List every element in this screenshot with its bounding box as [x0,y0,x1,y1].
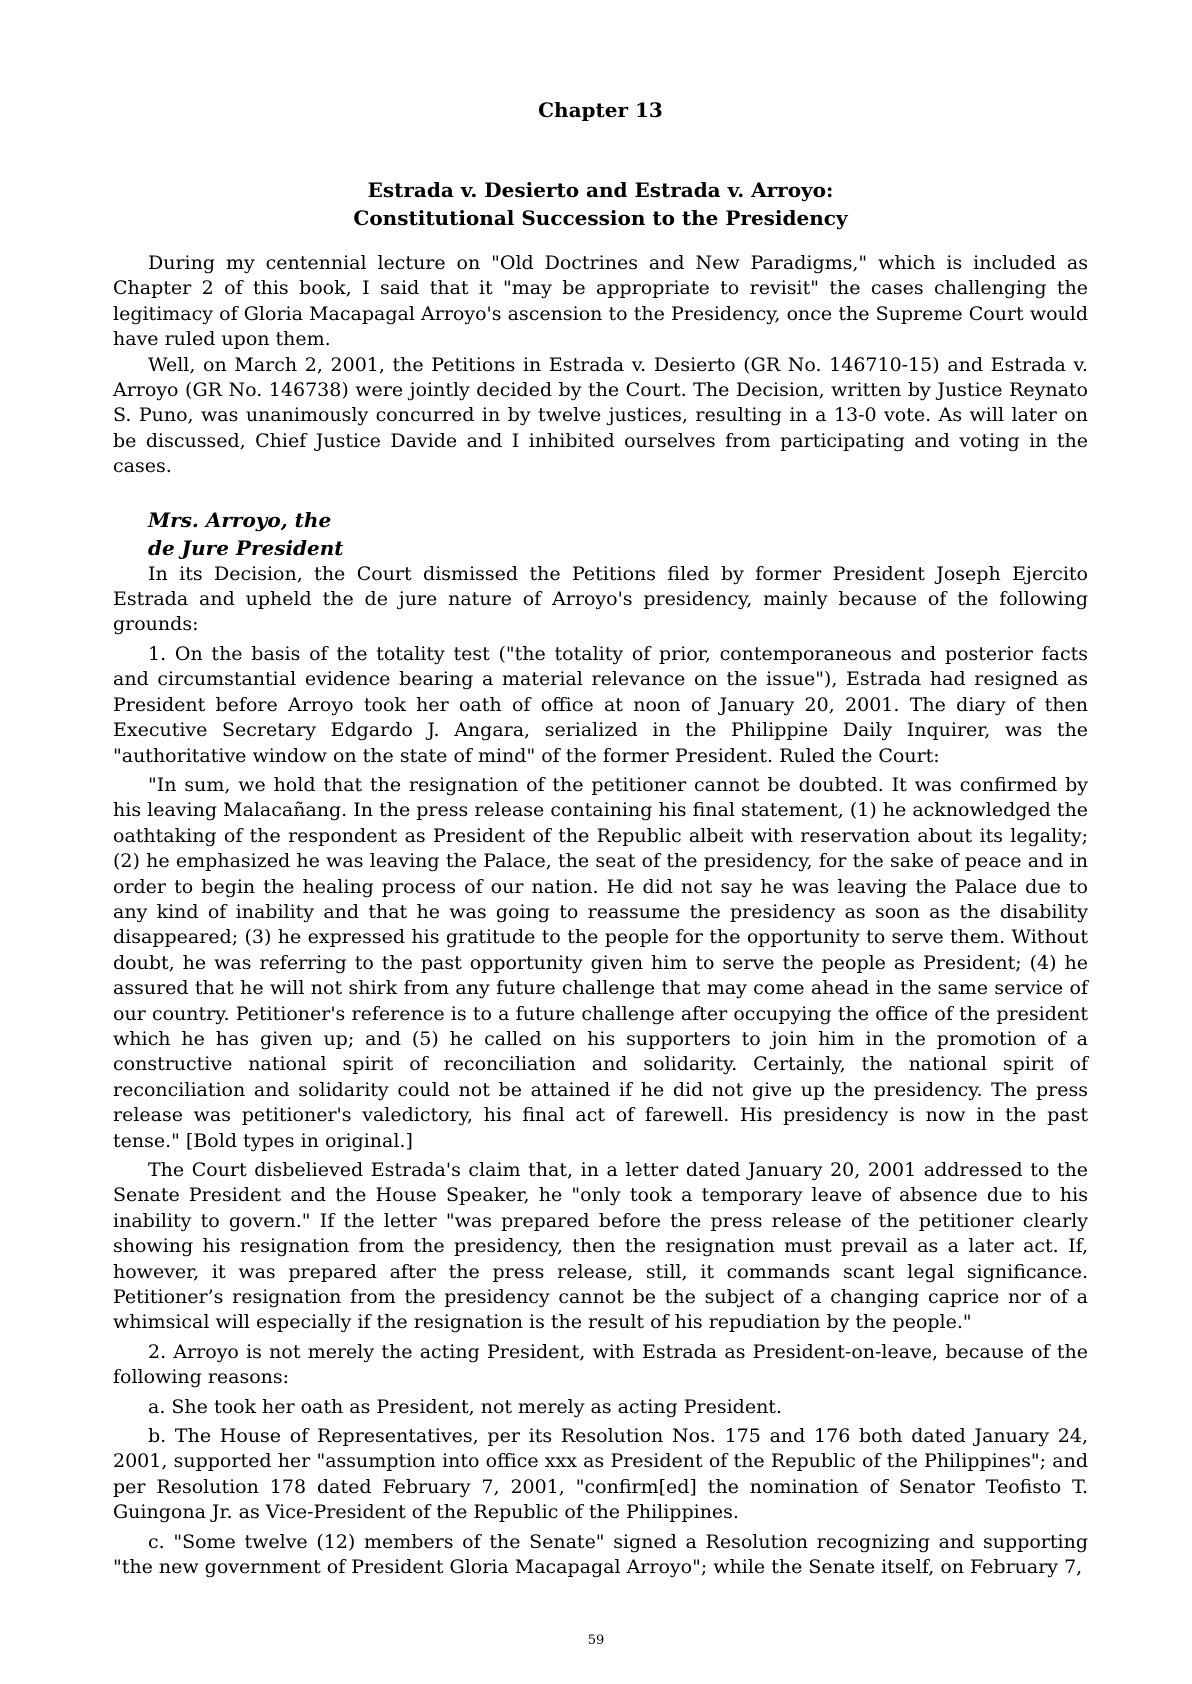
intro-paragraph-2: Well, on March 2, 2001, the Petitions in Estrada v. Desierto (GR No. 146710-15) and Estrada v. Arroyo (GR No. 146738) were jointly decided by the Court. The Decision, written by Justice Reynato S. Puno, was unanimously concurred in by twelve justices, resulting in a 13-0 vote. As will later on be discussed, Chief Justice Davide and I inhibited ourselves from participating and voting in the cases. [113,353,1088,478]
reason-c-paragraph: c. "Some twelve (12) members of the Senate" signed a Resolution recognizing and supporting "the new government of President Gloria Macapagal Arroyo"; while the Senate itself, on February 7, [113,1530,1088,1579]
ground-2-paragraph: 2. Arroyo is not merely the acting President, with Estrada as President-on-leave, because of the following reasons: [113,1340,1088,1389]
section-subheading [148,506,1088,562]
chapter-title-line-2: Constitutional Succession to the Presidency [353,206,848,230]
ground-1-paragraph: 1. On the basis of the totality test ("the totality of prior, contemporaneous and posterior facts and circumstantial evidence bearing a material relevance on the issue"), Estrada had resigned as President before Arroyo took her oath of office at noon of January 20, 2001. The diary of then Executive Secretary Edgardo J. Angara, serialized in the Philippine Daily Inquirer, was the "authoritative window on the state of mind" of the former President. Ruled the Court: [113,642,1088,767]
chapter-title [113,176,1088,232]
intro-paragraph-1: During my centennial lecture on "Old Doctrines and New Paradigms," which is included as Chapter 2 of this book, I said that it "may be appropriate to revisit" the cases challenging the legitimacy of Gloria Macapagal Arroyo's ascension to the Presidency, once the Supreme Court would have ruled upon them. [113,252,1088,351]
court-quote-paragraph: "In sum, we hold that the resignation of the petitioner cannot be doubted. It was confirmed by his leaving Malacañang. In the press release containing his final statement, (1) he acknowledged the oathtaking of the respondent as President of the Republic albeit with reservation about its legality; (2) he emphasized he was leaving the Palace, the seat of the presidency, for the sake of peace and in order to begin the healing process of our nation. He did not say he was leaving the Palace due to any kind of inability and that he was going to reassume the presidency as soon as the disability disappeared; (3) he expressed his gratitude to the people for the opportunity to serve them. Without doubt, he was referring to the past opportunity given him to serve the people as President; (4) he assured that he will not shirk from any future challenge that may come ahead in the same service of our country. Petitioner's reference is to a future challenge after occupying the office of the president which he has given up; and (5) he called on his supporters to join him in the promotion of a constructive national spirit of reconciliation and solidarity. Certainly, the national spirit of reconciliation and solidarity could not be attained if he did not give up the presidency. The press release was petitioner's valedictory, his final act of farewell. His presidency is now in the past tense." [Bold types in original.] [113,773,1088,1152]
section-subheading-line-2: de Jure President [148,535,344,560]
disbelief-paragraph: The Court disbelieved Estrada's claim that, in a letter dated January 20, 2001 addressed to the Senate President and the House Speaker, he "only took a temporary leave of absence due to his inability to govern." If the letter "was prepared before the press release of the petitioner clearly showing his resignation from the presidency, then the resignation must prevail as a later act. If, however, it was prepared after the press release, still, it commands scant legal significance. Petitioner’s resignation from the presidency cannot be the subject of a changing caprice nor of a whimsical will especially if the resignation is the result of his repudiation by the people." [113,1159,1088,1334]
chapter-heading: Chapter 13 [538,98,663,122]
document-body [113,251,1088,1581]
chapter-title-line-1: Estrada v. Desierto and Estrada v. Arroyo: [367,178,834,202]
section-subheading-line-1: Mrs. Arroyo, the [148,507,332,532]
decision-paragraph: In its Decision, the Court dismissed the Petitions filed by former President Joseph Ejercito Estrada and upheld the de jure nature of Arroyo's presidency, mainly because of the following grounds: [113,562,1088,636]
reason-a-paragraph: a. She took her oath as President, not merely as acting President. [148,1395,782,1418]
reason-b-paragraph: b. The House of Representatives, per its Resolution Nos. 175 and 176 both dated January 24, 2001, supported her "assumption into office xxx as President of the Republic of the Philippines"; and per Resolution 178 dated February 7, 2001, "confirm[ed] the nomination of Senator Teofisto T. Guingona Jr. as Vice-President of the Republic of the Philippines. [113,1425,1088,1524]
page-number: 59 [587,1633,605,1648]
